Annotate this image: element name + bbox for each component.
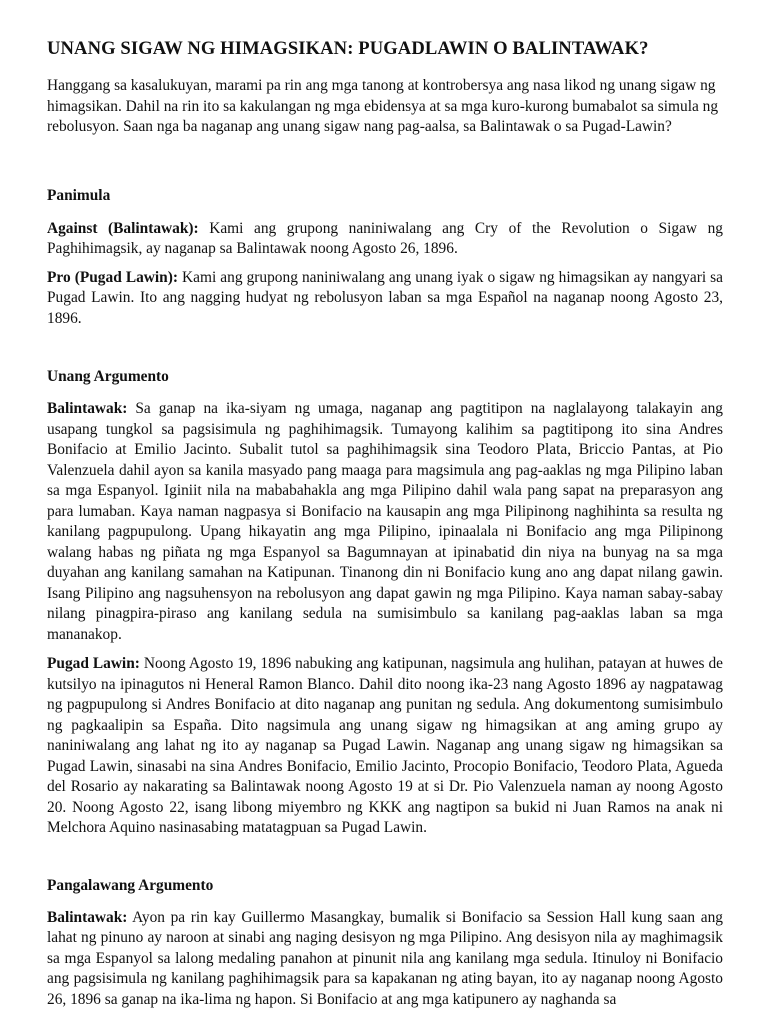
paragraph-body: Ayon pa rin kay Guillermo Masangkay, bumalik si Bonifacio sa Session Hall kung saan ang lahat ng pinuno ay naroon at sinabi ang naging desisyon ng mga Pilipino. Ang desisyon nila ay maghimagsik sa mga Espanyol sa lalong medaling panahon at pinunit nila ang kanilang mga sedula. Itinuloy ni Bonifacio ang pagsisimula ng kanilang paghihimagsik para sa kapakanan ng ating bayan, ito ay naganap noong Agosto 26, 1896 sa ganap na ika-lima ng hapon. Si Bonifacio at ang mga katipunero ay naghanda sa [47,908,723,1008]
paragraph-unang-pugad-lawin [47,654,723,839]
paragraph-lead-label: Against (Balintawak): [47,219,199,237]
paragraph-lead-label: Balintawak: [47,400,128,417]
section-heading-panimula: Panimula [47,186,111,204]
paragraph-unang-balintawak [47,399,723,645]
document-page [47,38,723,1010]
paragraph-pangalawa-balintawak [47,908,723,1011]
paragraph-body: Sa ganap na ika-siyam ng umaga, naganap ang pagtitipon na naglalayong talakayin ang usapang tungkol sa pagsisimula ng paghihimagsik. Tumayong kalihim sa pagtitipong ito sina Andres Bonifacio at Emilio Jacinto. Subalit tutol sa paghihimagsik sina Teodoro Plata, Briccio Pantas, at Pio Valenzuela dahil ayon sa kanila masyado pang maaga para magsimula ang pag-aaklas ng mga Pilipino laban sa mga Espanyol. Iginiit nila na mababahakla ang mga Pilipino dahil wala pang sapat na preparasyon ang para lumaban. Kaya naman nagpasya si Bonifacio na kausapin ang mga Pilipinong naghihinta sa resulta ng kanilang pagpupulong. Upang hikayatin ang mga Pilipino, ipinaalala ni Bonifacio ang mga Pilipinong walang habas ng piñata ng mga Espanyol sa Bagumnayan at ipinabatid din niya na bunyag na sa mga duyahan ang kanilang samahan na Katipunan. Tinanong din ni Bonifacio kung ano ang dapat nilang gawin. Isang Pilipino ang nagsuhensyon na rebolusyon ang dapat gawin ng mga Pilipino. Kaya naman sabay-sabay nilang pinagpira-piraso ang kanilang sedula na sumisimbulo sa kanilang pag-aaklas laban sa mga mananakop. [47,400,723,643]
paragraph-lead-label: Balintawak: [47,908,128,926]
document-title: UNANG SIGAW NG HIMAGSIKAN: PUGADLAWIN O BALINTAWAK? [47,38,649,59]
intro-paragraph: Hanggang sa kasalukuyan, marami pa rin ang mga tanong at kontrobersya ang nasa likod ng unang sigaw ng himagsikan. Dahil na rin ito sa kakulangan ng mga ebidensya at sa mga kuro-kurong bumabalot sa simula ng rebolusyon. Saan nga ba naganap ang unang sigaw nang pag-aalsa, sa Balintawak o sa Pugad-Lawin? [47,77,719,135]
section-heading-pangalawang-argumento: Pangalawang Argumento [47,876,214,894]
paragraph-lead-label: Pro (Pugad Lawin): [47,268,178,286]
paragraph-pro-pugad-lawin [47,268,723,330]
paragraph-against-balintawak [47,219,723,260]
paragraph-lead-label: Pugad Lawin: [47,655,140,672]
paragraph-body: Kami ang grupong naniniwalang ang unang iyak o sigaw ng himagsikan ay nangyari sa Pugad Lawin. Ito ang nagging hudyat ng rebolusyon laban sa mga Español na naganap noong Agosto 23, 1896. [47,268,723,327]
paragraph-body: Kami ang grupong naniniwalang ang Cry of the Revolution o Sigaw ng Paghihimagsik, ay naganap sa Balintawak noong Agosto 26, 1896. [47,219,723,257]
section-heading-unang-argumento: Unang Argumento [47,368,169,385]
paragraph-body: Noong Agosto 19, 1896 nabuking ang katipunan, nagsimula ang hulihan, patayan at huwes de kutsilyo na ipinagutos ni Heneral Ramon Blanco. Dahil dito noong ika-23 nang Agosto 1896 ay nagpatawag ng pagpupulong si Andres Bonifacio at dito naganap ang punitan ng sedula. Ang dokumentong sumisimbulo ng pagkaalipin sa España. Dito nagsimula ang unang sigaw ng himagsikan at ang aming grupo ay naniniwalang ang lahat ng ito ay naganap sa Pugad Lawin. Naganap ang unang sigaw ng himagsikan sa Pugad Lawin, sinasabi na sina Andres Bonifacio, Emilio Jacinto, Procopio Bonifacio, Teodoro Plata, Agueda del Rosario ay nakarating sa Balintawak noong Agosto 19 at si Dr. Pio Valenzuela naman ay noong Agosto 20. Noong Agosto 22, isang libong miyembro ng KKK ang nagtipon sa bukid ni Juan Ramos na anak ni Melchora Aquino nasinasabing matatagpuan sa Pugad Lawin. [47,655,724,836]
